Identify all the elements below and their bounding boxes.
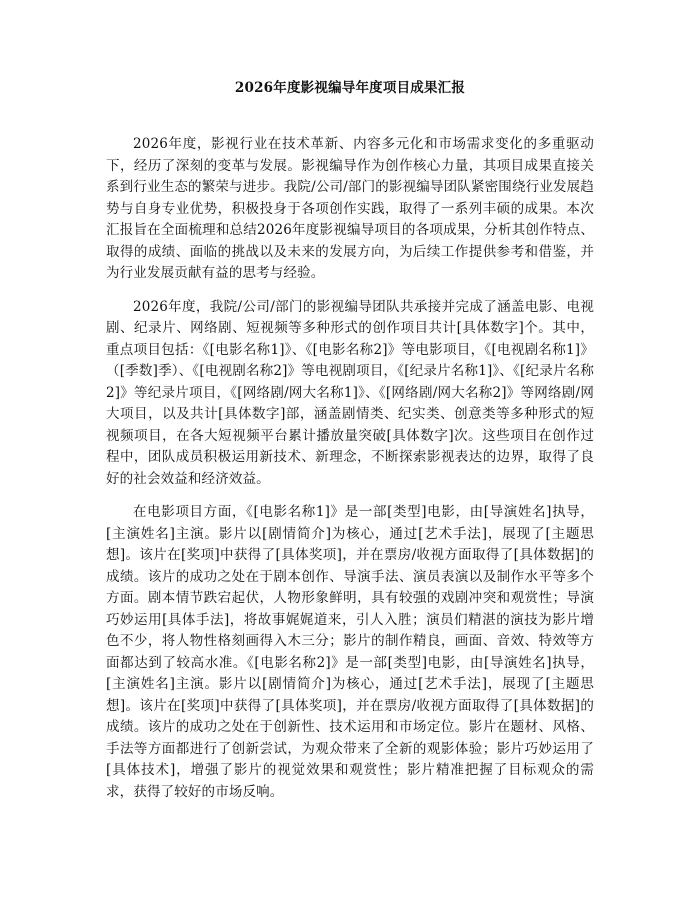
paragraph-intro: 2026年度，影视行业在技术革新、内容多元化和市场需求变化的多重驱动下，经历了深刻的变革与发展。影视编导作为创作核心力量，其项目成果直接关系到行业生态的繁荣与进步。我院/公司/部门的影视编导团队紧密围绕行业发展趋势与自身专业优势，积极投身于各项创作实践，取得了一系列丰硕的成果。本次汇报旨在全面梳理和总结2026年度影视编导项目的各项成果，分析其创作特点、取得的成绩、面临的挑战以及未来的发展方向，为后续工作提供参考和借鉴，并为行业发展贡献有益的思考与经验。 bbox=[106, 136, 594, 281]
paragraph-projects-overview: 2026年度，我院/公司/部门的影视编导团队共承接并完成了涵盖电影、电视剧、纪录片、网络剧、短视频等多种形式的创作项目共计[具体数字]个。其中，重点项目包括：《[电影名称1]》、《[电影名称2]》等电影项目，《[电视剧名称1]》（[季数]季）、《[电视剧名称2]》等电视剧项目，《[纪录片名称1]》、《[纪录片名称2]》等纪录片项目，《[网络剧/网大名称1]》、《[网络剧/网大名称2]》等网络剧/网大项目，以及共计[具体数字]部，涵盖剧情类、纪实类、创意类等多种形式的短视频项目，在各大短视频平台累计播放量突破[具体数字]次。这些项目在创作过程中，团队成员积极运用新技术、新理念，不断探索影视表达的边界，取得了良好的社会效益和经济效益。 bbox=[106, 298, 594, 487]
paragraph-film-projects: 在电影项目方面，《[电影名称1]》是一部[类型]电影，由[导演姓名]执导，[主演姓名]主演。影片以[剧情简介]为核心，通过[艺术手法]，展现了[主题思想]。该片在[奖项]中获得了[具体奖项]，并在票房/收视方面取得了[具体数据]的成绩。该片的成功之处在于剧本创作、导演手法、演员表演以及制作水平等多个方面。剧本情节跌宕起伏，人物形象鲜明，具有较强的戏剧冲突和观赏性；导演巧妙运用[具体手法]，将故事娓娓道来，引人入胜；演员们精湛的演技为影片增色不少，将人物性格刻画得入木三分；影片的制作精良，画面、音效、特效等方面都达到了较高水准。《[电影名称2]》是一部[类型]电影，由[导演姓名]执导，[主演姓名]主演。影片以[剧情简介]为核心，通过[艺术手法]，展现了[主题思想]。该片在[奖项]中获得了[具体奖项]，并在票房/收视方面取得了[具体数据]的成绩。该片的成功之处在于创新性、技术运用和市场定位。影片在题材、风格、手法等方面都进行了创新尝试，为观众带来了全新的观影体验；影片巧妙运用了[具体技术]，增强了影片的视觉效果和观赏性；影片精准把握了目标观众的需求，获得了较好的市场反响。 bbox=[106, 504, 594, 800]
document-title: 2026年度影视编导年度项目成果汇报 bbox=[234, 80, 466, 96]
